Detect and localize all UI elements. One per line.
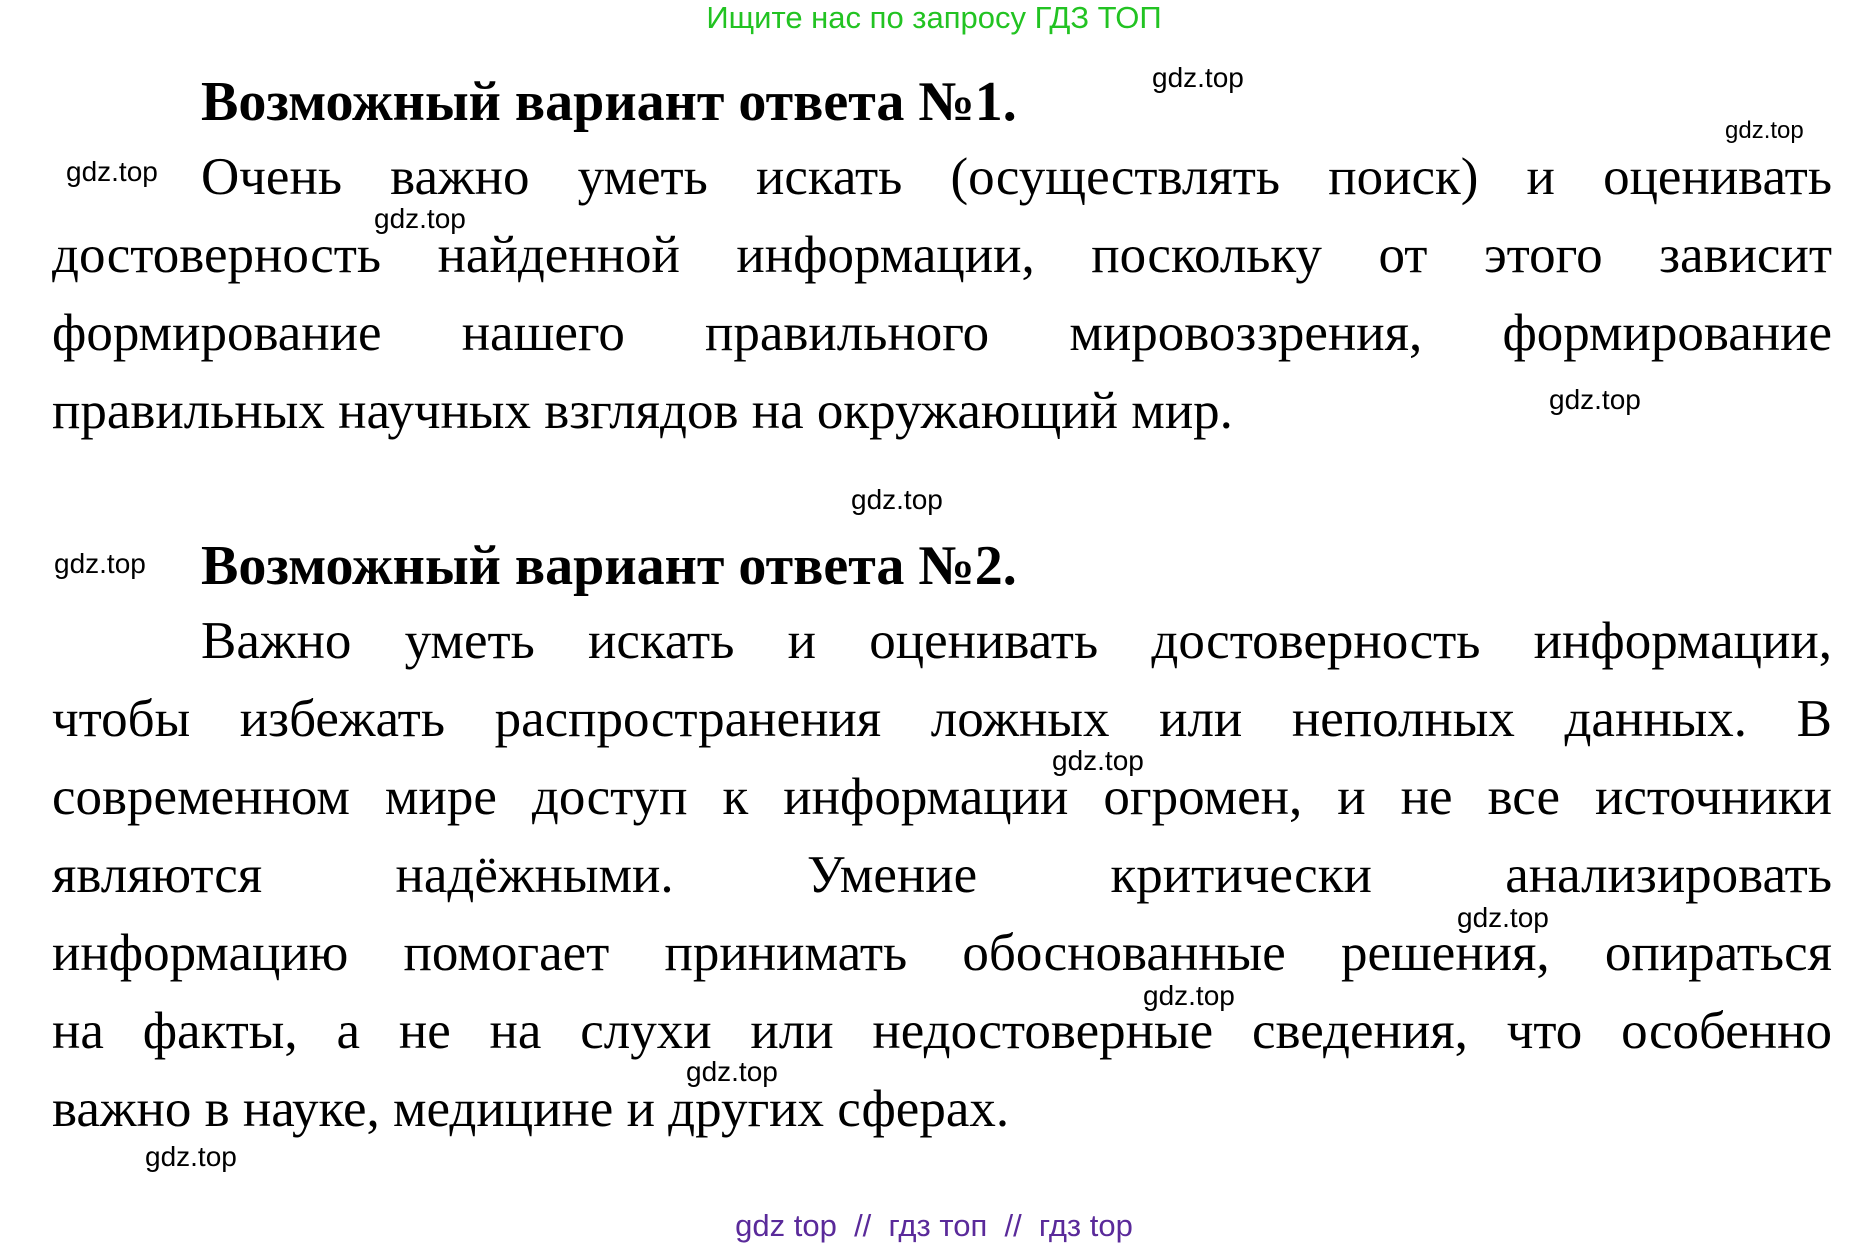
answer-1-heading: Возможный вариант ответа №1. [201, 71, 1017, 133]
search-hint-banner: Ищите нас по запросу ГДЗ ТОП [706, 0, 1162, 35]
answer-2-line: Важно уметь искать и оценивать достоверность информации, [201, 612, 1832, 670]
watermark: gdz.top [686, 1056, 778, 1087]
watermark: gdz.top [1143, 980, 1235, 1011]
watermark: gdz.top [54, 548, 146, 579]
answer-2-line: современном мире доступ к информации огромен, и не все источники [52, 768, 1832, 826]
watermark: gdz.top [1052, 745, 1144, 776]
watermark: gdz.top [851, 484, 943, 515]
answer-2-line: информацию помогает принимать обоснованные решения, опираться [52, 924, 1832, 982]
answer-1-line: правильных научных взглядов на окружающий мир. [52, 382, 1233, 440]
answer-2-line: являются надёжными. Умение критически анализировать [52, 846, 1832, 904]
answer-2-line: на факты, а не на слухи или недостоверные сведения, что особенно [52, 1002, 1832, 1060]
watermark: gdz.top [1549, 384, 1641, 415]
watermark: gdz.top [1725, 117, 1804, 144]
watermark: gdz.top [1457, 902, 1549, 933]
watermark: gdz.top [374, 203, 466, 234]
answer-2-line: важно в науке, медицине и других сферах. [52, 1080, 1010, 1138]
answer-2-heading: Возможный вариант ответа №2. [201, 535, 1017, 597]
watermark: gdz.top [1152, 62, 1244, 93]
watermark: gdz.top [145, 1141, 237, 1172]
footer-links: gdz top // гдз топ // гдз top [735, 1208, 1133, 1243]
watermark: gdz.top [66, 156, 158, 187]
answer-1-line: Очень важно уметь искать (осуществлять поиск) и оценивать [201, 148, 1832, 206]
answer-1-line: достоверность найденной информации, поскольку от этого зависит [52, 226, 1832, 284]
answer-2-line: чтобы избежать распространения ложных или неполных данных. В [52, 690, 1832, 748]
answer-1-line: формирование нашего правильного мировоззрения, формирование [52, 304, 1832, 362]
